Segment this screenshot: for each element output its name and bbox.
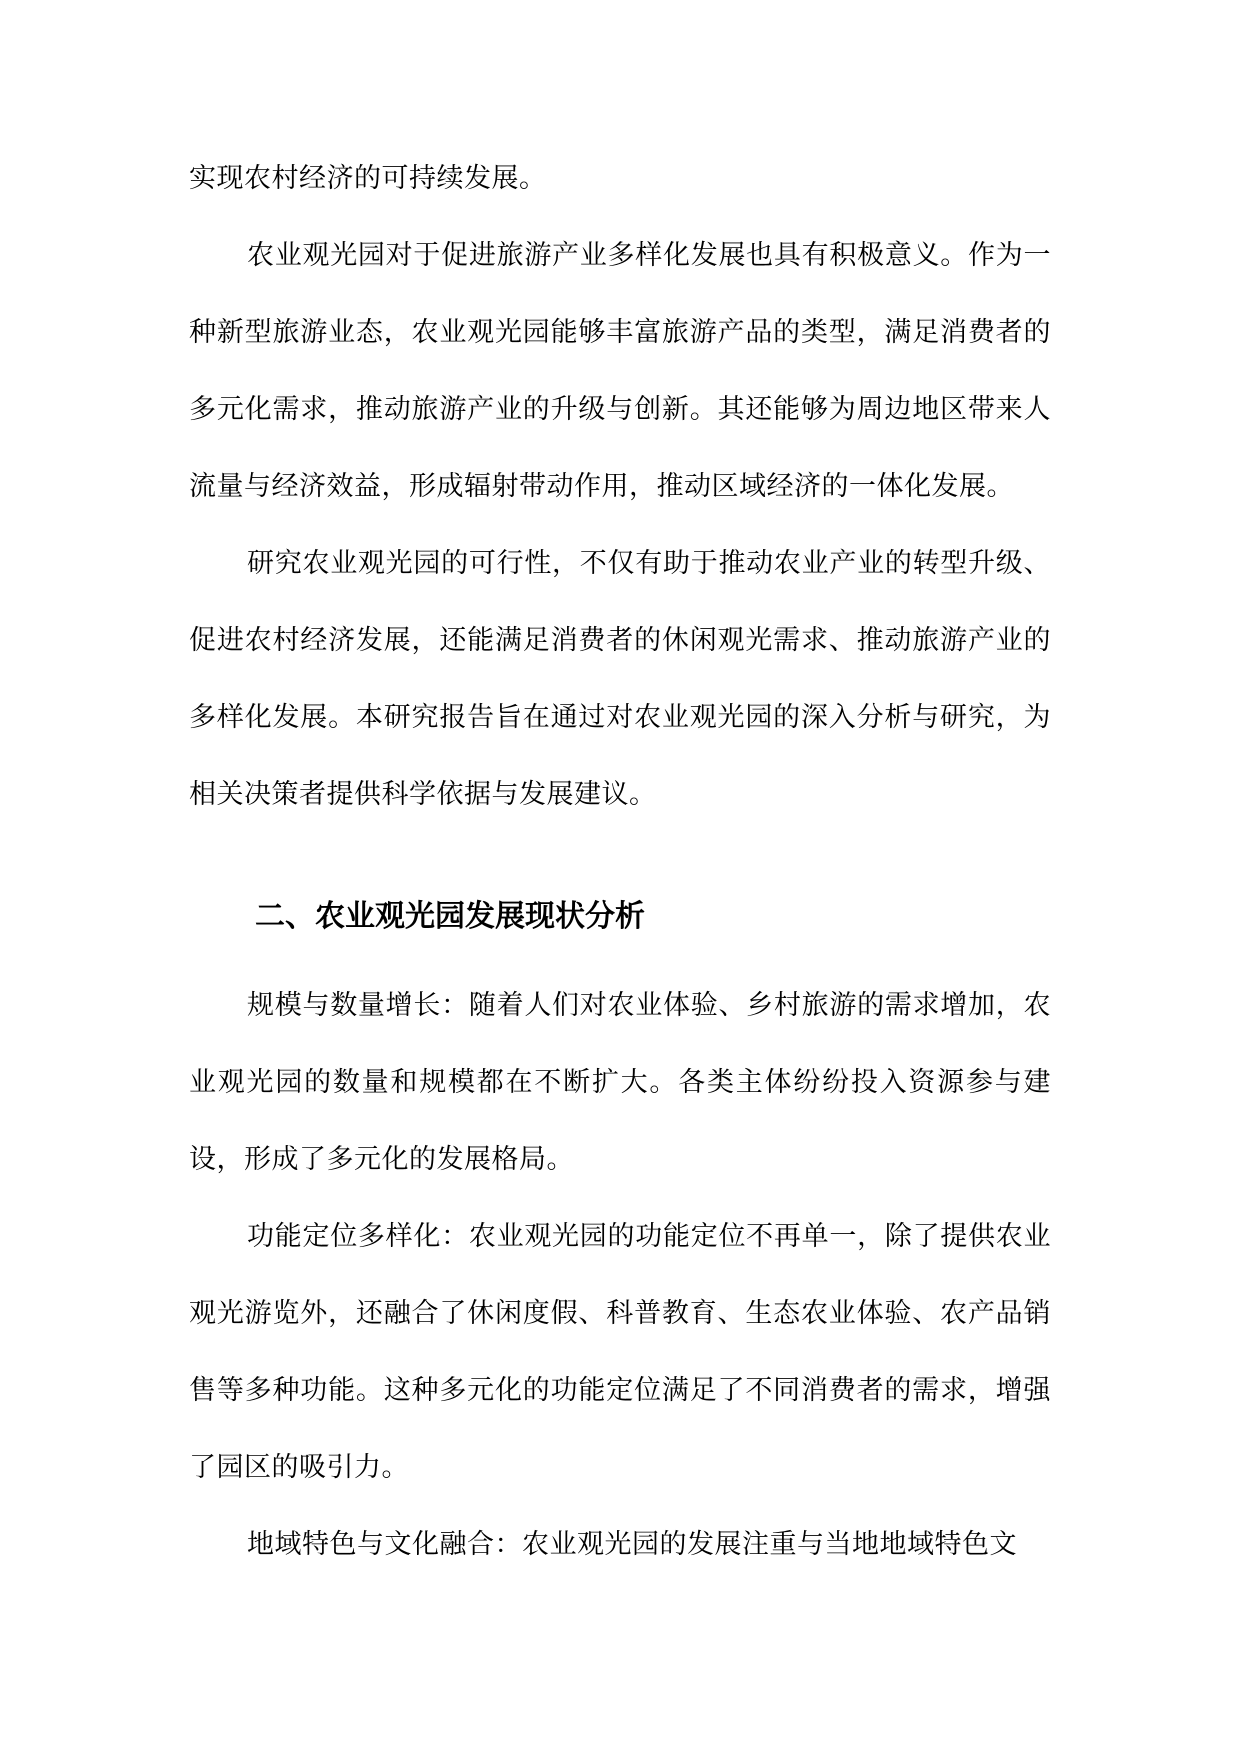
paragraph-continuation: 实现农村经济的可持续发展。 bbox=[189, 163, 547, 194]
paragraph-tourism-diversification: 农业观光园对于促进旅游产业多样化发展也具有积极意义。作为一种新型旅游业态，农业观光园能够丰富旅游产品的类型，满足消费者的多元化需求，推动旅游产业的升级与创新。其还能够为周边地区带来人流量与经济效益，形成辐射带动作用，推动区域经济的一体化发展。 bbox=[189, 240, 1051, 502]
paragraph-scale-growth: 规模与数量增长：随着人们对农业体验、乡村旅游的需求增加，农业观光园的数量和规模都在不断扩大。各类主体纷纷投入资源参与建设，形成了多元化的发展格局。 bbox=[189, 990, 1051, 1175]
section-heading: 二、农业观光园发展现状分析 bbox=[255, 899, 645, 934]
document-body bbox=[189, 140, 1051, 1583]
paragraph-function-diversification: 功能定位多样化：农业观光园的功能定位不再单一，除了提供农业观光游览外，还融合了休闲度假、科普教育、生态农业体验、农产品销售等多种功能。这种多元化的功能定位满足了不同消费者的需求，增强了园区的吸引力。 bbox=[189, 1221, 1051, 1483]
paragraph-regional-culture: 地域特色与文化融合：农业观光园的发展注重与当地地域特色文 bbox=[247, 1529, 1017, 1560]
paragraph-research-purpose: 研究农业观光园的可行性，不仅有助于推动农业产业的转型升级、促进农村经济发展，还能满足消费者的休闲观光需求、推动旅游产业的多样化发展。本研究报告旨在通过对农业观光园的深入分析与研究，为相关决策者提供科学依据与发展建议。 bbox=[189, 548, 1051, 810]
